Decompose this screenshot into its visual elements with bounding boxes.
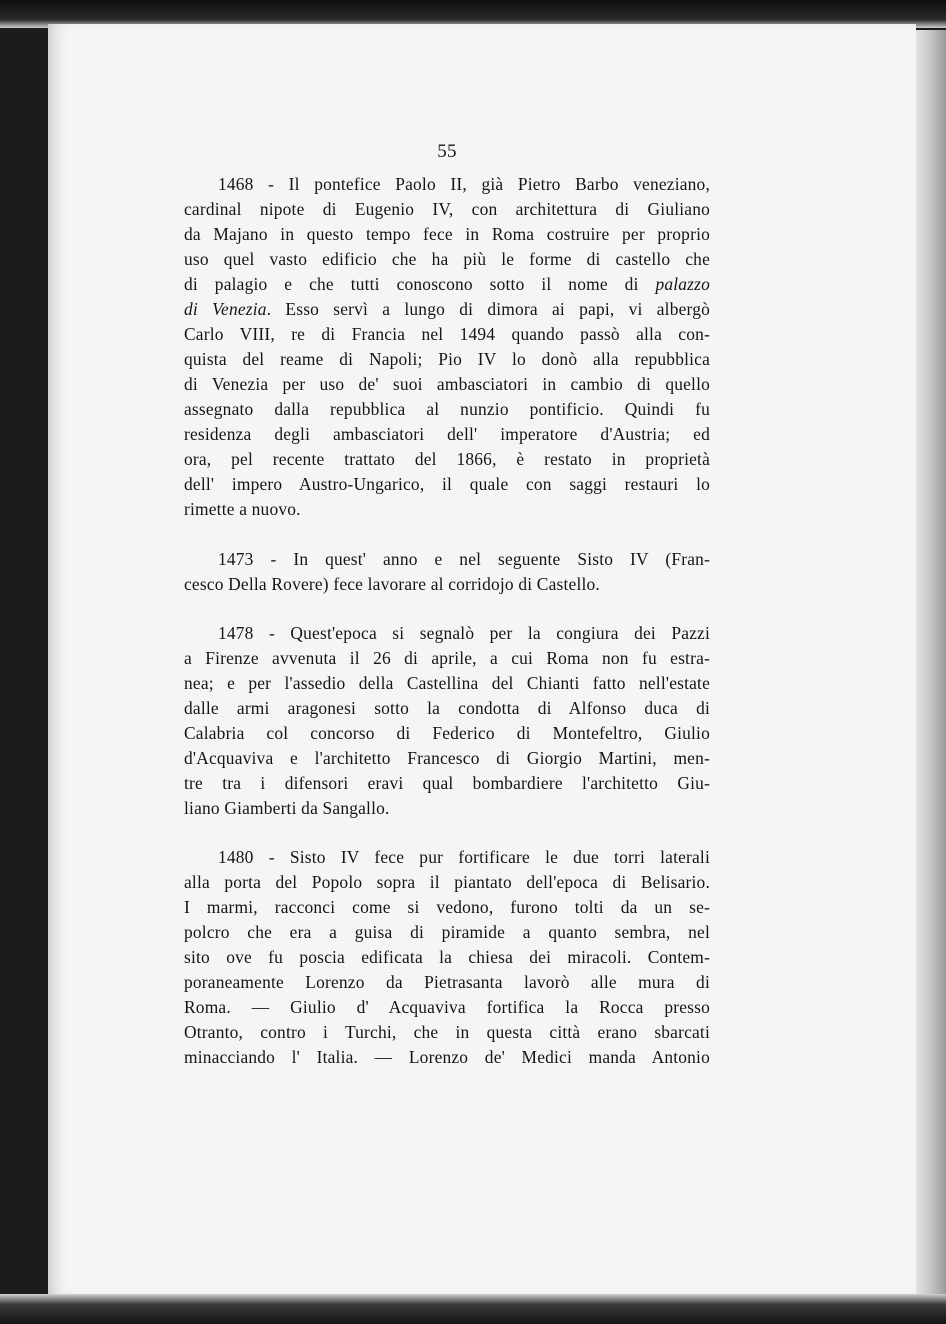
text-line: a Firenze avvenuta il 26 di aprile, a cui Roma non fu estra- (184, 648, 710, 668)
text-fragment: di palagio e che tutti conoscono sotto il nome di (184, 274, 656, 294)
text-line: residenza degli ambasciatori dell' imperatore d'Austria; ed (184, 424, 710, 444)
text-line: Carlo VIII, re di Francia nel 1494 quando passò alla con- (184, 324, 710, 344)
scan-bottom-edge (0, 1294, 946, 1324)
text-line: rimette a nuovo. (184, 499, 301, 519)
text-fragment: . Esso servì a lungo di dimora ai papi, vi albergò (266, 299, 710, 319)
text-line (184, 272, 710, 297)
text-line: sito ove fu poscia edificata la chiesa dei miracoli. Contem- (184, 947, 710, 967)
text-line (184, 297, 710, 322)
text-line: quista del reame di Napoli; Pio IV lo donò alla repubblica (184, 349, 710, 369)
text-line: 1468 - Il pontefice Paolo II, già Pietro Barbo veneziano, (218, 174, 710, 194)
italic-term: palazzo (655, 274, 710, 294)
text-line: dalle armi aragonesi sotto la condotta di Alfonso duca di (184, 698, 710, 718)
text-line: Otranto, contro i Turchi, che in questa città erano sbarcati (184, 1022, 710, 1042)
text-line: nea; e per l'assedio della Castellina del Chianti fatto nell'estate (184, 673, 710, 693)
text-line: Calabria col concorso di Federico di Montefeltro, Giulio (184, 723, 710, 743)
text-line: uso quel vasto edificio che ha più le forme di castello che (184, 249, 710, 269)
text-line: ora, pel recente trattato del 1866, è restato in proprietà (184, 449, 710, 469)
text-line: 1478 - Quest'epoca si segnalò per la congiura dei Pazzi (218, 623, 710, 643)
text-line: assegnato dalla repubblica al nunzio pontificio. Quindi fu (184, 399, 710, 419)
text-line: da Majano in questo tempo fece in Roma costruire per proprio (184, 224, 710, 244)
text-line: polcro che era a guisa di piramide a quanto sembra, nel (184, 922, 710, 942)
text-line: cesco Della Rovere) fece lavorare al corridojo di Castello. (184, 574, 600, 594)
text-line: Roma. — Giulio d' Acquaviva fortifica la Rocca presso (184, 997, 710, 1017)
text-line: d'Acquaviva e l'architetto Francesco di Giorgio Martini, men- (184, 748, 710, 768)
text-line: alla porta del Popolo sopra il piantato dell'epoca di Belisario. (184, 872, 710, 892)
text-line: tre tra i difensori eravi qual bombardiere l'architetto Giu- (184, 773, 710, 793)
scan-right-edge (914, 30, 946, 1324)
text-line: minacciando l' Italia. — Lorenzo de' Medici manda Antonio (184, 1047, 710, 1067)
text-line: cardinal nipote di Eugenio IV, con architettura di Giuliano (184, 199, 710, 219)
text-line: di Venezia per uso de' suoi ambasciatori in cambio di quello (184, 374, 710, 394)
text-line: I marmi, racconci come si vedono, furono tolti da un se- (184, 897, 710, 917)
text-line: dell' impero Austro-Ungarico, il quale con saggi restauri lo (184, 474, 710, 494)
text-line: 1473 - In quest' anno e nel seguente Sisto IV (Fran- (218, 549, 710, 569)
text-line: 1480 - Sisto IV fece pur fortificare le due torri laterali (218, 847, 710, 867)
italic-term: di Venezia (184, 299, 267, 319)
text-line: poraneamente Lorenzo da Pietrasanta lavorò alle mura di (184, 972, 710, 992)
text-line: liano Giamberti da Sangallo. (184, 798, 390, 818)
page-number: 55 (437, 141, 457, 162)
